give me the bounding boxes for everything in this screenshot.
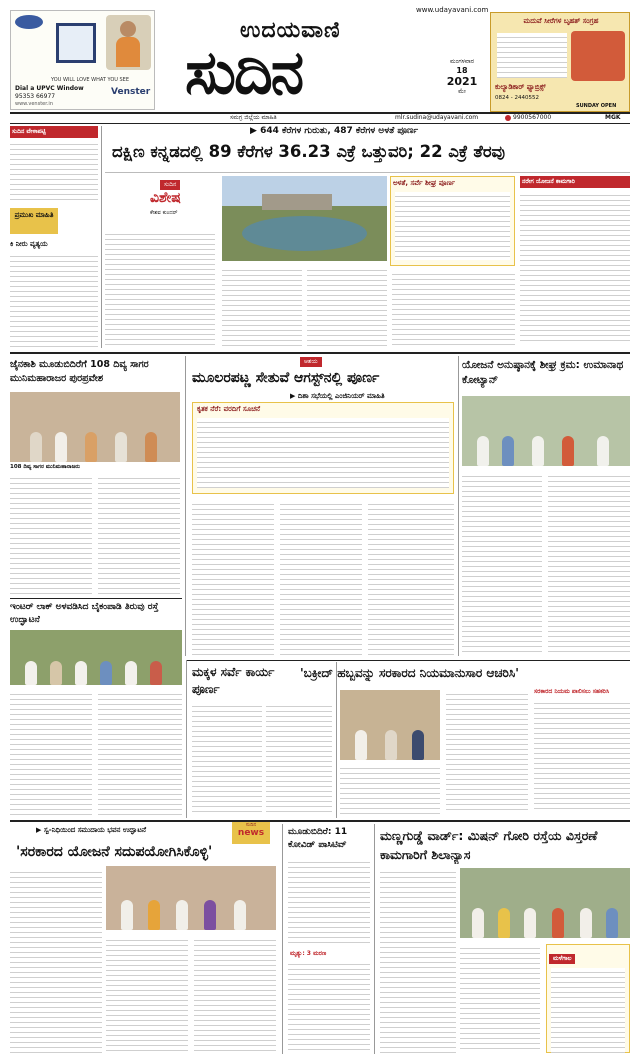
triangle-icon: ▶ <box>36 826 44 834</box>
phone-icon <box>505 115 511 121</box>
sidebar-box-1: ಪ್ರಮುಖ ಮಾಹಿತಿ <box>10 208 58 234</box>
saree-list <box>497 33 567 78</box>
lead-col-1 <box>105 230 215 345</box>
bridge-text-1 <box>192 500 274 655</box>
saree-shop-name: ಕುಲ್ಯಾಡಿಕಾರ್ ಫ್ಯಾಬ್ರಿಕ್ಸ್ <box>495 83 546 91</box>
lead-side-title: ನರೇಗ ಯೋಜನೆ ಕಾಮಗಾರಿ <box>520 176 630 188</box>
lead-col-4 <box>392 270 515 346</box>
news-badge-text: news <box>237 828 265 838</box>
ad-brand: Venster <box>111 87 151 97</box>
lead-side-text <box>520 191 630 341</box>
lead-rule <box>105 172 630 173</box>
lead-box <box>390 176 515 266</box>
ad-site: www.venster.in <box>15 101 53 107</box>
lead-kicker <box>250 126 418 136</box>
email[interactable]: mlr.sudina@udayavani.com <box>395 114 479 121</box>
sidebar-box-2: ಕಿ ನೀರು ವ್ಯತ್ಯಯ <box>10 240 48 248</box>
section-rule-2 <box>186 660 630 661</box>
interlock-text-1 <box>10 690 92 815</box>
interlock-rule <box>10 598 182 599</box>
ad-person-photo <box>106 15 151 70</box>
ward-box <box>546 944 630 1053</box>
yojane-photo <box>462 396 630 466</box>
date-day: 18 <box>456 66 468 75</box>
ward-photo <box>460 868 630 938</box>
lead-kicker-text: 644 ಕೆರೆಗಳ ಗುರುತು, 487 ಕೆರೆಗಳ ಅಳತೆ ಪೂರ್ಣ <box>260 126 419 136</box>
venster-logo <box>15 15 43 29</box>
interlock-photo <box>10 630 182 685</box>
bridge-text-3 <box>368 500 454 655</box>
label-vishesha: ವಿಶೇಷ <box>150 190 181 206</box>
children-headline-text: ಮಕ್ಕಳ ಸರ್ವೆ ಕಾರ್ಯ ಪೂರ್ಣ <box>192 665 275 696</box>
jain-text-2 <box>98 474 180 594</box>
bridge-headline[interactable]: ಮೂಲರಪಟ್ಣ ಸೇತುವೆ ಆಗಸ್ಟ್‌ನಲ್ಲಿ ಪೂರ್ಣ <box>192 370 380 386</box>
bakrid-headline[interactable]: 'ಬಕ್ರೀದ್ ಹಬ್ಬವನ್ನು ಸರಕಾರದ ನಿಯಮಾನುಸಾರ ಆಚರಿಸಿ' <box>300 666 519 680</box>
sidebar <box>10 126 98 348</box>
lead-headline[interactable]: ದಕ್ಷಿಣ ಕನ್ನಡದಲ್ಲಿ 89 ಕೆರೆಗಳ 36.23 ಎಕ್ರೆ ಒತ್ತುವರಿ; 22 ಎಕ್ರೆ ತೆರವು <box>112 142 505 161</box>
yojane2-kicker <box>36 826 146 835</box>
jain-caption: 108 ದಿವ್ಯ ಸಾಗರ ಮುನಿಮಹಾರಾಜರು <box>10 464 81 470</box>
bridge-sub <box>290 392 385 401</box>
lead-col-2 <box>222 266 302 346</box>
year: 2021 <box>446 75 478 88</box>
interlock-text-2 <box>98 690 182 815</box>
ad-phone: 95353 66977 <box>15 93 56 100</box>
sidebar-title: ಸುದಿನ ವೇಳಾಪಟ್ಟಿ <box>10 126 98 138</box>
bridge-box-title: ಕೃತಕ ನೆರೆ: ವರದಿಗೆ ಸೂಚನೆ <box>197 405 261 413</box>
ward-text-2 <box>460 944 540 1053</box>
weekday: ಮಂಗಳವಾರ <box>449 58 474 65</box>
tagline: ಸಮಗ್ರ ಜಿಲ್ಲೆಯ ಮಾಹಿತಿ <box>230 114 277 121</box>
triangle-icon: ▶ <box>290 392 298 400</box>
ad-saree[interactable] <box>490 12 630 112</box>
children-headline[interactable] <box>192 664 292 698</box>
byline: ಕೇಶವ ಕುಂದರ್ <box>150 210 178 216</box>
ad-line: Dial a UPVC Window <box>15 85 84 92</box>
yojane-text-1 <box>462 472 542 656</box>
interlock-headline-text: ಇಂಟರ್‌ ಲಾಕ್ ಅಳವಡಿಸಿದ ಬೈಕಂಪಾಡಿ ತಿರುವು ರಸ್ತೆ ಉದ್ಘಾಟನೆ <box>10 602 159 625</box>
bridge-text-2 <box>280 500 362 655</box>
news-badge <box>232 822 270 844</box>
interlock-headline[interactable] <box>10 601 182 627</box>
sidebar-text-2 <box>10 252 98 347</box>
ad-tagline: YOU WILL LOVE WHAT YOU SEE <box>51 77 130 83</box>
jain-photo <box>10 392 180 462</box>
masthead-title: ಸುದಿನ <box>185 38 303 108</box>
divider-6 <box>374 824 375 1054</box>
ward-text-1 <box>380 868 456 1053</box>
bakrid-text-1 <box>446 690 528 814</box>
yojane2-headline[interactable]: 'ಸರಕಾರದ ಯೋಜನೆ ಸದುಪಯೋಗಿಸಿಕೊಳ್ಳಿ' <box>16 844 213 860</box>
bakrid-text-0 <box>340 764 440 814</box>
bakrid-box-text <box>534 699 630 811</box>
section-rule-3 <box>10 820 630 822</box>
saree-model-photo <box>571 31 625 81</box>
divider-3 <box>186 660 187 818</box>
lead-box-text <box>395 192 510 260</box>
bakrid-photo <box>340 690 440 760</box>
yojane2-text-3 <box>194 936 276 1053</box>
hospital-sub: ಮೃತ್ಯು: 3 ಮರಣ <box>290 950 327 957</box>
ward-box-text <box>551 968 625 1056</box>
bakrid-box-title: ಸರಕಾರದ ನಿಯಮ ಪಾಲಿಸಲು ಸಹಕರಿಸಿ <box>534 688 610 695</box>
window-icon <box>56 23 96 63</box>
yojane2-text-1 <box>10 868 102 1053</box>
lead-col-3 <box>307 266 387 346</box>
jain-headline[interactable] <box>10 358 180 386</box>
sidebar-text-1 <box>10 140 98 200</box>
lead-box-title: ಅಳತೆ, ಸರ್ವೆ ಶೀಘ್ರ ಪೂರ್ಣ <box>393 179 456 187</box>
lead-side <box>520 176 630 346</box>
divider-4 <box>336 662 337 818</box>
divider-2b <box>458 356 459 656</box>
yojane-text-2 <box>548 472 630 656</box>
lead-photo-lake <box>222 176 387 261</box>
yojane-headline[interactable] <box>462 358 630 388</box>
jain-headline-text: ಜೈನಕಾಶಿ ಮೂಡುಬಿದಿರೆಗೆ 108 ದಿವ್ಯ ಸಾಗರ ಮುನಿಮಹಾರಾಜರ ಪುರಪ್ರವೇಶ <box>10 359 149 384</box>
saree-note: SUNDAY OPEN <box>576 103 617 109</box>
bakrid-box <box>534 688 630 814</box>
divider-2a <box>185 356 186 656</box>
ad-venster[interactable] <box>10 10 155 110</box>
bridge-box <box>192 402 454 494</box>
hospital-headline[interactable] <box>288 826 370 852</box>
ward-headline[interactable] <box>380 826 630 864</box>
hospital-text-2 <box>288 960 370 1053</box>
phone[interactable]: 9900567000 <box>513 114 552 121</box>
bridge-tag: ಆಶಯ <box>300 357 322 367</box>
news-badge-top: ಸುದಿನ <box>245 822 257 828</box>
website[interactable]: www.udayavani.com <box>416 6 489 14</box>
yojane-headline-text: ಯೋಜನೆ ಅನುಷ್ಠಾನಕ್ಕೆ ಶೀಘ್ರ ಕ್ರಮ: ಉಮಾನಾಥ ಕೋಟ್ಯಾನ್ <box>462 359 624 386</box>
month: ಮೇ <box>458 88 466 95</box>
saree-ad-heading: ಮದುವೆ ಸೀರೆಗಳ ಬೃಹತ್ ಸಂಗ್ರಹ <box>523 17 599 25</box>
label-sudina: ಸುದಿನ <box>160 180 180 190</box>
yojane2-photo <box>106 866 276 930</box>
ward-headline-text: ಮಣ್ಣಗುಡ್ಡೆ ವಾರ್ಡ್: ಮಿಷನ್ ಗೋರಿ ರಸ್ತೆಯ ವಿಸ್ತರಣೆ ಕಾಮಗಾರಿಗೆ ಶಿಲಾನ್ಯಾಸ <box>380 828 598 862</box>
ward-box-title: ಮಳೆಗಾಲ <box>549 954 575 964</box>
jain-text-1 <box>10 474 92 594</box>
udayavani-logo: ಉದಯವಾಣಿ <box>240 18 341 43</box>
yojane2-text-2 <box>106 936 188 1053</box>
section-rule-1 <box>10 352 630 354</box>
saree-phone: 0824 - 2440552 <box>495 95 539 101</box>
date-block <box>440 58 484 108</box>
bridge-sub-text: ದಿಶಾ ಸಭೆಯಲ್ಲಿ ಎಂಜಿನಿಯರ್ ಮಾಹಿತಿ <box>297 392 385 400</box>
divider-5 <box>282 824 283 1054</box>
triangle-icon: ▶ <box>250 126 261 136</box>
children-text-2 <box>266 702 332 812</box>
edition: MGK <box>605 114 621 121</box>
yojane2-kicker-text: ಸ್ವ-ನಿಧಿಯಿಂದ ಸಮುದಾಯ ಭವನ ಉದ್ಘಾಟನೆ <box>43 826 147 834</box>
children-text-1 <box>192 702 262 812</box>
bridge-box-text <box>197 418 449 488</box>
hospital-text-1 <box>288 858 370 946</box>
sidebar-divider <box>101 126 102 348</box>
masthead-rule-2 <box>10 123 630 124</box>
hospital-headline-text: ಮೂಡುಬಿದಿರೆ: 11 ಕೋವಿಡ್ ಪಾಸಿಟಿವ್ <box>288 827 348 850</box>
